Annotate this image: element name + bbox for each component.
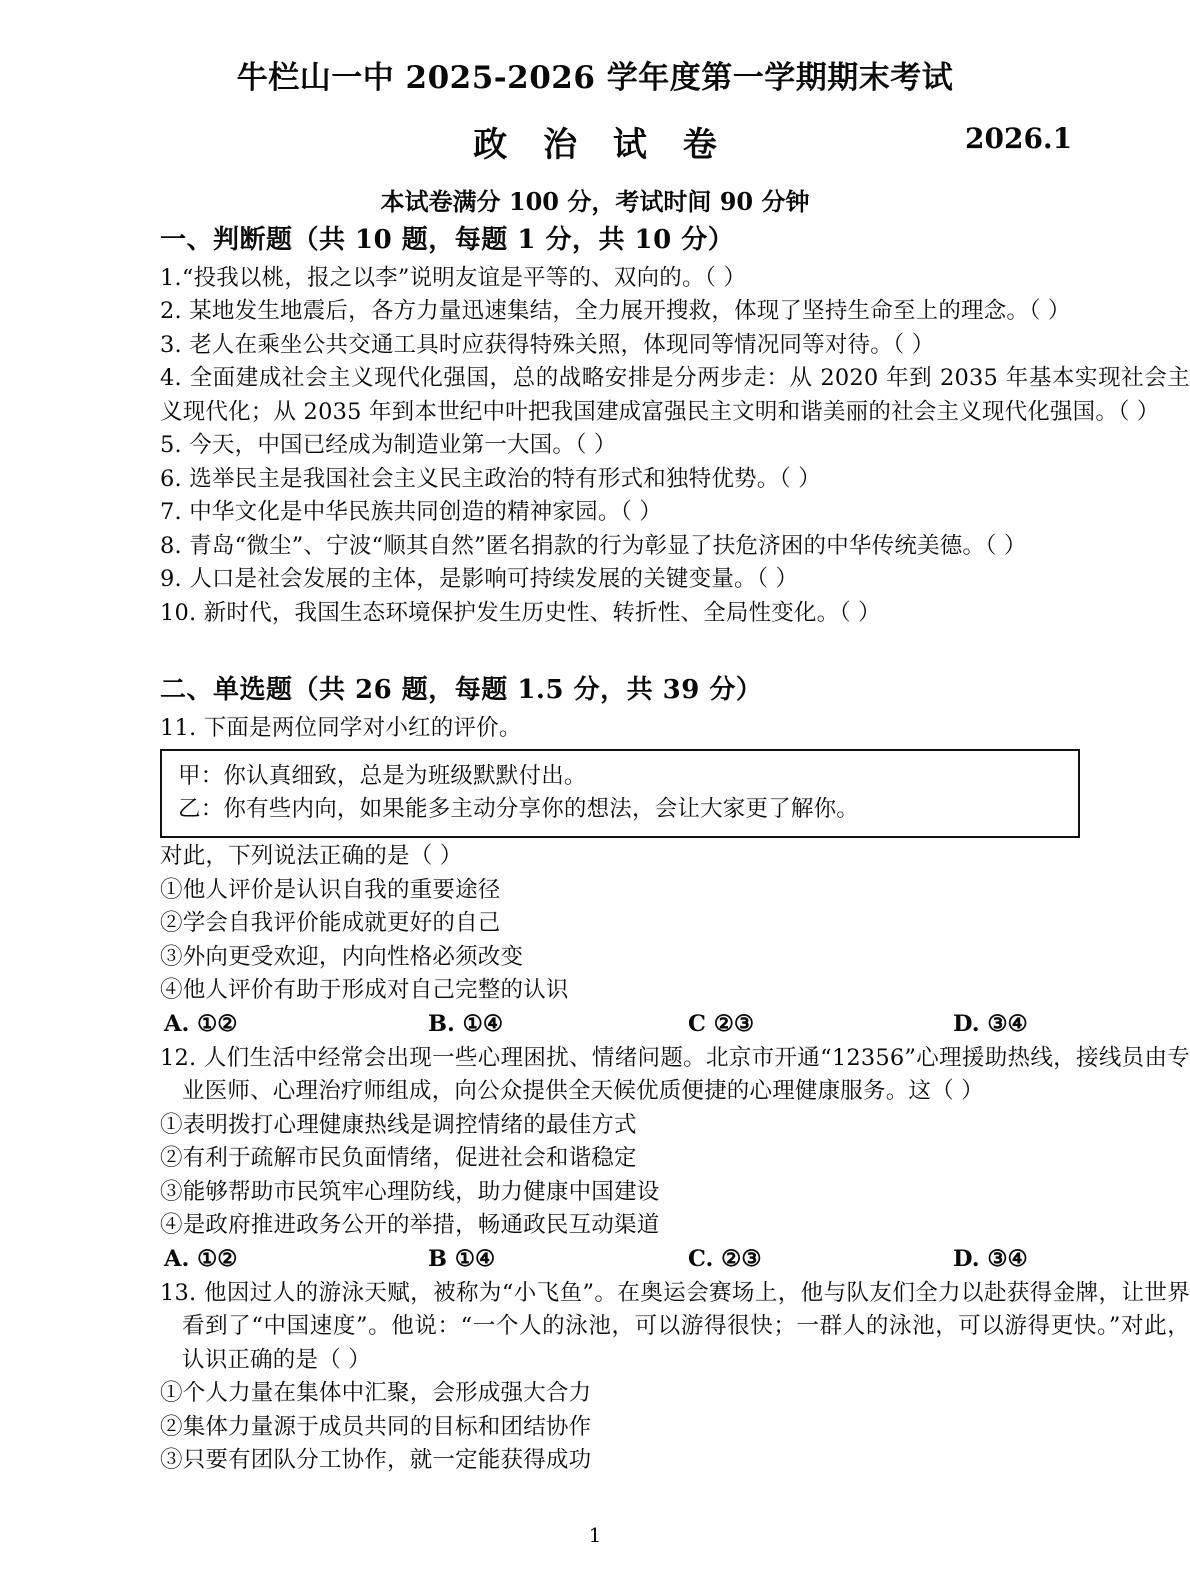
question-11-dialogue-box — [160, 749, 1080, 838]
exam-title: 牛栏山一中 2025-2026 学年度第一学期期末考试 — [236, 60, 954, 96]
judgement-item-7: 7. 中华文化是中华民族共同创造的精神家园。（ ） — [160, 499, 663, 526]
question-11-statement-4: ④他人评价有助于形成对自己完整的认识 — [160, 977, 569, 1004]
question-13-statement-2: ②集体力量源于成员共同的目标和团结协作 — [160, 1413, 592, 1440]
subject-row — [0, 117, 1190, 163]
dialogue-line-yi: 乙：你有些内向，如果能多主动分享你的想法，会让大家更了解你。 — [178, 796, 860, 823]
question-12-choice-c[interactable]: C. ②③ — [688, 1245, 762, 1272]
judgement-item-4: 4. 全面建成社会主义现代化强国，总的战略安排是分两步走：从 2020 年到 2035 年基本实现社会主义现代化；从 2035 年到本世纪中叶把我国建成富强民主文明和谐美丽的社会主义现代化强国。（ ） — [160, 365, 1190, 425]
question-11-statement-1: ①他人评价是认识自我的重要途径 — [160, 876, 501, 903]
question-12-choice-b[interactable]: B ①④ — [428, 1245, 496, 1272]
question-12-statement-1: ①表明拨打心理健康热线是调控情绪的最佳方式 — [160, 1111, 637, 1138]
judgement-item-8: 8. 青岛“微尘”、宁波“顺其自然”匿名捐款的行为彰显了扶危济困的中华传统美德。（ ） — [160, 532, 1027, 559]
judgement-item-6: 6. 选举民主是我国社会主义民主政治的特有形式和独特优势。（ ） — [160, 465, 821, 492]
question-12-choice-d[interactable]: D. ③④ — [953, 1245, 1028, 1272]
dialogue-line-jia: 甲：你认真细致，总是为班级默默付出。 — [178, 763, 587, 790]
judgement-item-5: 5. 今天，中国已经成为制造业第一大国。（ ） — [160, 432, 617, 459]
question-13-statement-3: ③只要有团队分工协作，就一定能获得成功 — [160, 1447, 592, 1474]
question-13-stem: 13. 他因过人的游泳天赋，被称为“小飞鱼”。在奥运会赛场上，他与队友们全力以赴获得金牌，让世界看到了“中国速度”。他说：“一个人的泳池，可以游得很快；一群人的泳池，可以游得更快。”对此，认识正确的是（ ） — [160, 1279, 1190, 1373]
judgement-item-2: 2. 某地发生地震后，各方力量迅速集结，全力展开搜救，体现了坚持生命至上的理念。（ ） — [160, 298, 1071, 325]
question-11-prompt: 对此，下列说法正确的是（ ） — [160, 843, 463, 870]
section-gap — [160, 630, 1190, 672]
exam-note: 本试卷满分 100 分，考试时间 90 分钟 — [380, 187, 810, 216]
question-11-choice-a[interactable]: A. ①② — [164, 1010, 238, 1037]
question-11-choices — [160, 1008, 1190, 1042]
question-11-choice-c[interactable]: C ②③ — [688, 1010, 755, 1037]
exam-content — [160, 222, 1190, 1478]
question-11-stem: 11. 下面是两位同学对小红的评价。 — [160, 714, 522, 741]
section-1-heading: 一、判断题（共 10 题，每题 1 分，共 10 分） — [160, 225, 735, 255]
question-12-statement-3: ③能够帮助市民筑牢心理防线，助力健康中国建设 — [160, 1178, 660, 1205]
section-2-heading: 二、单选题（共 26 题，每题 1.5 分，共 39 分） — [160, 675, 763, 706]
question-11-statement-2: ②学会自我评价能成就更好的自己 — [160, 910, 501, 937]
question-11-statement-3: ③外向更受欢迎，内向性格必须改变 — [160, 943, 524, 970]
question-12-statement-2: ②有利于疏解市民负面情绪，促进社会和谐稳定 — [160, 1145, 637, 1172]
question-13-statement-1: ①个人力量在集体中汇聚，会形成强大合力 — [160, 1380, 592, 1407]
question-12-statement-4: ④是政府推进政务公开的举措，畅通政民互动渠道 — [160, 1212, 660, 1239]
judgement-item-1: 1.“投我以桃，报之以李”说明友谊是平等的、双向的。（ ） — [160, 264, 747, 291]
page-number: 1 — [588, 1523, 602, 1547]
judgement-item-10: 10. 新时代，我国生态环境保护发生历史性、转折性、全局性变化。（ ） — [160, 599, 881, 626]
question-11-choice-d[interactable]: D. ③④ — [953, 1010, 1028, 1037]
question-12-choice-a[interactable]: A. ①② — [164, 1245, 238, 1272]
judgement-item-9: 9. 人口是社会发展的主体，是影响可持续发展的关键变量。（ ） — [160, 566, 799, 593]
question-12-choices — [160, 1243, 1190, 1277]
question-12-stem: 12. 人们生活中经常会出现一些心理困扰、情绪问题。北京市开通“12356”心理援助热线，接线员由专业医师、心理治疗师组成，向公众提供全天候优质便捷的心理健康服务。这（ ） — [160, 1044, 1190, 1105]
question-11-choice-b[interactable]: B. ①④ — [428, 1010, 504, 1037]
exam-date: 2026.1 — [965, 122, 1073, 155]
subject-title: 政 治 试 卷 — [473, 125, 729, 165]
judgement-item-3: 3. 老人在乘坐公共交通工具时应获得特殊关照，体现同等情况同等对待。（ ） — [160, 331, 935, 358]
